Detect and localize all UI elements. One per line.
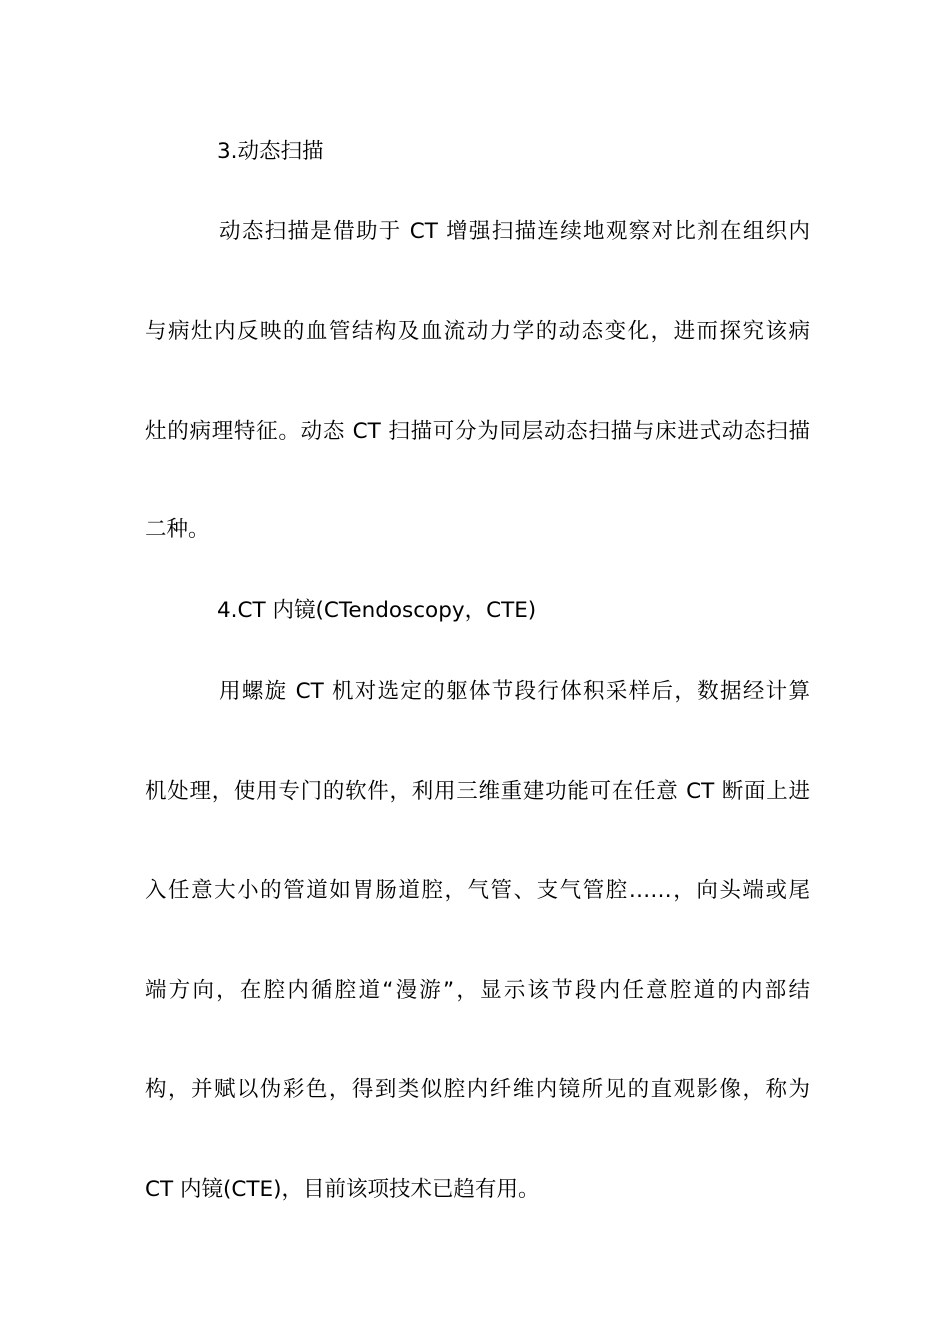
- paragraph-line: 二种。: [145, 517, 210, 542]
- section-heading-ct-endoscopy: 4.CT 内镜(CTendoscopy，CTE): [217, 598, 537, 623]
- paragraph-line: 机处理，使用专门的软件，利用三维重建功能可在任意 CT 断面上进: [145, 779, 810, 804]
- paragraph-line: 动态扫描是借助于 CT 增强扫描连续地观察对比剂在组织内: [219, 219, 810, 244]
- paragraph-line: 与病灶内反映的血管结构及血流动力学的动态变化，进而探究该病: [145, 319, 810, 344]
- paragraph-line: 灶的病理特征。动态 CT 扫描可分为同层动态扫描与床进式动态扫描: [145, 419, 810, 444]
- paragraph-line: 入任意大小的管道如胃肠道腔，气管、支气管腔……，向头端或尾: [145, 878, 810, 903]
- paragraph-line: CT 内镜(CTE)，目前该项技术已趋有用。: [145, 1177, 540, 1202]
- paragraph-line: 用螺旋 CT 机对选定的躯体节段行体积采样后，数据经计算: [219, 679, 810, 704]
- paragraph-line: 端方向，在腔内循腔道“漫游”，显示该节段内任意腔道的内部结: [145, 978, 810, 1003]
- paragraph-line: 构，并赋以伪彩色，得到类似腔内纤维内镜所见的直观影像，称为: [145, 1077, 810, 1102]
- section-heading-dynamic-scan: 3.动态扫描: [217, 139, 324, 164]
